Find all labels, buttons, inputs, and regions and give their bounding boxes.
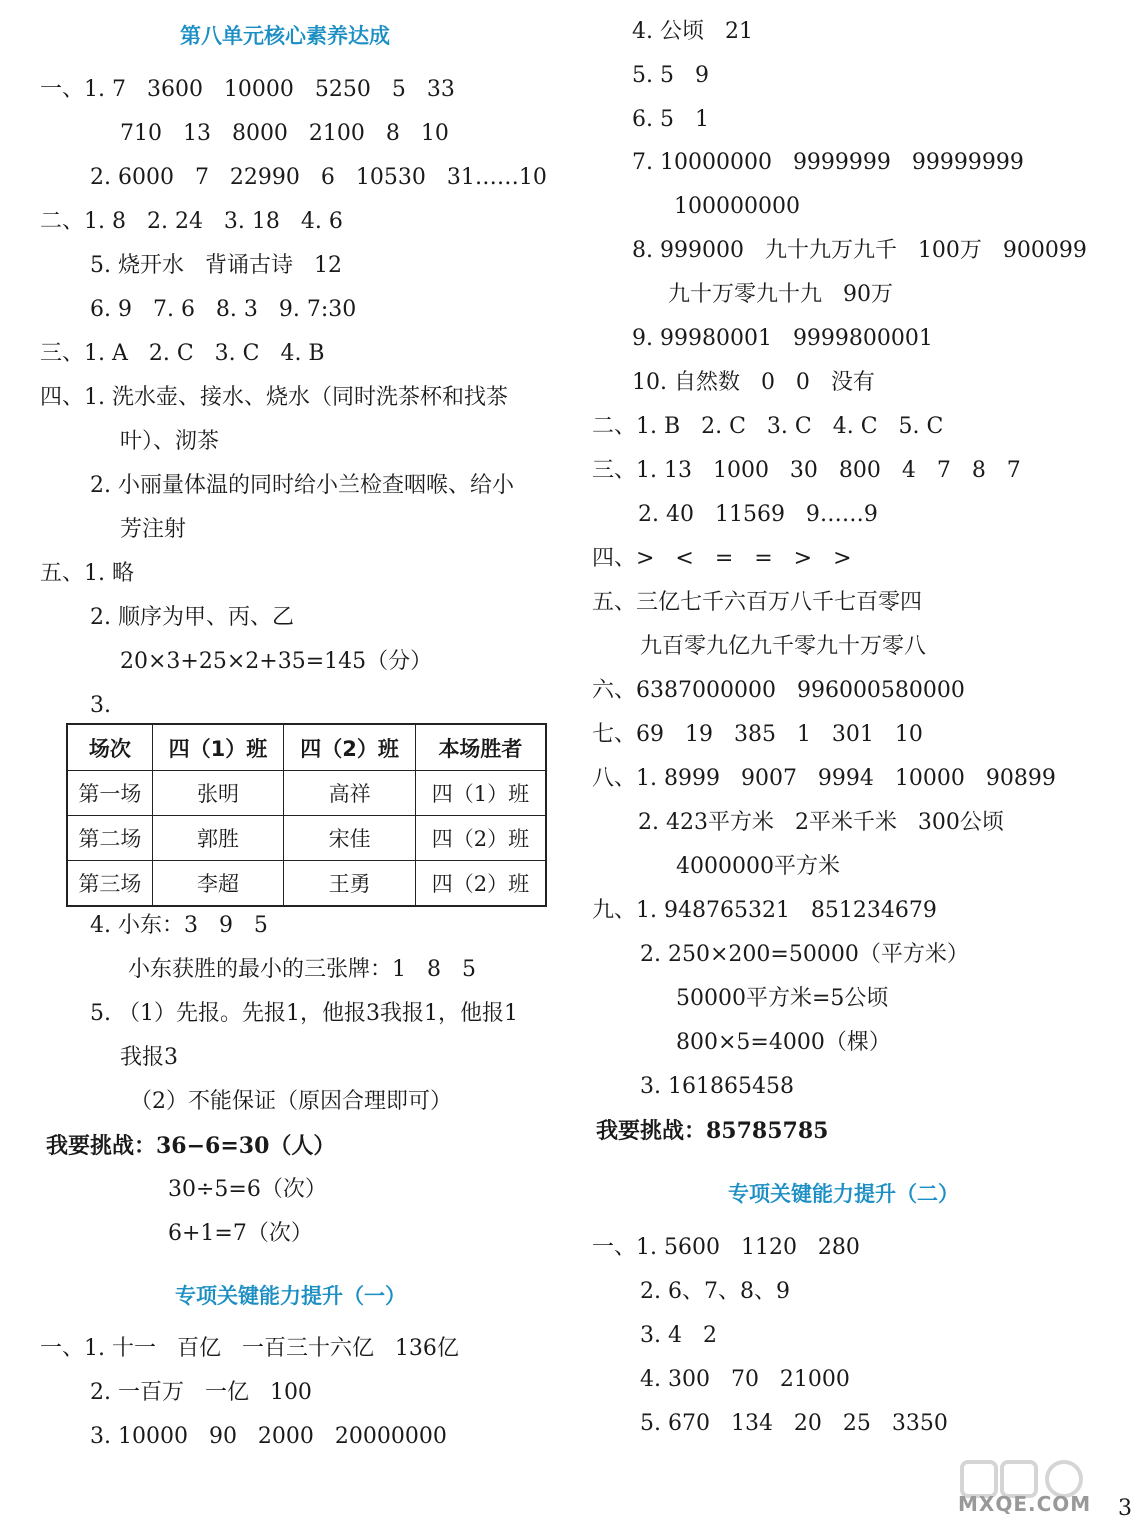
answer-line: 5. 670 134 20 25 3350 — [640, 1411, 948, 1436]
answer-line: 四、1. 洗水壶、接水、烧水（同时洗茶杯和找茶 — [40, 385, 508, 410]
answer-line: 2. 顺序为甲、丙、乙 — [90, 605, 294, 630]
answer-line: 6. 5 1 — [632, 107, 709, 132]
challenge-line: 我要挑战：85785785 — [596, 1118, 829, 1144]
page-number: 3 — [1118, 1496, 1132, 1521]
answer-line: 710 13 8000 2100 8 10 — [120, 121, 449, 146]
table-cell: 第三场 — [67, 861, 152, 907]
answer-line: 七、69 19 385 1 301 10 — [592, 722, 923, 747]
answer-line: 5. 5 9 — [632, 63, 709, 88]
answer-line: 一、1. 十一 百亿 一百三十六亿 136亿 — [40, 1336, 459, 1361]
answer-line: 八、1. 8999 9007 9994 10000 90899 — [592, 766, 1056, 791]
answer-line: 5. 烧开水 背诵古诗 12 — [90, 253, 342, 278]
answer-line: 四、> < = = > > — [592, 546, 852, 571]
answer-line: 2. 6000 7 22990 6 10530 31……10 — [90, 165, 547, 190]
answer-line: 小东获胜的最小的三张牌：1 8 5 — [128, 957, 476, 982]
answer-line: 3. 161865458 — [640, 1074, 794, 1099]
table-row — [67, 816, 546, 861]
table-cell: 第二场 — [67, 816, 152, 861]
answer-line: 4. 300 70 21000 — [640, 1367, 850, 1392]
table-cell: 郭胜 — [152, 816, 284, 861]
table-cell: 王勇 — [284, 861, 416, 907]
table-header-cell: 四（1）班 — [152, 724, 284, 771]
table-cell: 四（1）班 — [415, 771, 546, 816]
table-cell: 李超 — [152, 861, 284, 907]
answer-line: 2. 250×200=50000（平方米） — [640, 942, 969, 967]
answer-line: 一、1. 7 3600 10000 5250 5 33 — [40, 77, 455, 102]
table-header-cell: 场次 — [67, 724, 152, 771]
answer-line: 2. 423平方米 2平米千米 300公顷 — [638, 810, 1004, 835]
table-cell: 张明 — [152, 771, 284, 816]
answer-line: 10. 自然数 0 0 没有 — [632, 370, 875, 395]
match-result-table — [66, 723, 547, 907]
table-header-row — [67, 724, 546, 771]
answer-line: 4. 小东：3 9 5 — [90, 913, 268, 938]
table-cell: 第一场 — [67, 771, 152, 816]
answer-line: 8. 999000 九十九万九千 100万 900099 — [632, 238, 1087, 263]
table-cell: 宋佳 — [284, 816, 416, 861]
answer-line: 2. 6、7、8、9 — [640, 1279, 790, 1304]
answer-line: 2. 小丽量体温的同时给小兰检查咽喉、给小 — [90, 473, 514, 498]
answer-line: 50000平方米=5公顷 — [676, 986, 889, 1011]
answer-line: 二、1. B 2. C 3. C 4. C 5. C — [592, 414, 944, 439]
answer-line: 4. 公顷 21 — [632, 19, 753, 44]
answer-line: 九十万零九十九 90万 — [668, 282, 893, 307]
section-title-special-1: 专项关键能力提升（一） — [175, 1284, 406, 1308]
section-title-unit8: 第八单元核心素养达成 — [180, 24, 390, 48]
answer-line: 九、1. 948765321 851234679 — [592, 898, 937, 923]
answer-line: 五、1. 略 — [40, 561, 134, 586]
answer-line: 5. （1）先报。先报1，他报3我报1，他报1 — [90, 1001, 518, 1026]
watermark-text: MXQE.COM — [958, 1492, 1092, 1516]
table-header-cell: 四（2）班 — [284, 724, 416, 771]
answer-line: 3. 4 2 — [640, 1323, 717, 1348]
answer-line: 3. — [90, 693, 111, 718]
answer-line: 三、1. 13 1000 30 800 4 7 8 7 — [592, 458, 1021, 483]
table-cell: 四（2）班 — [415, 861, 546, 907]
answer-line: 6+1=7（次） — [168, 1221, 313, 1246]
table-cell: 四（2）班 — [415, 816, 546, 861]
answer-line: 叶）、沏茶 — [120, 429, 220, 454]
answer-line: 二、1. 8 2. 24 3. 18 4. 6 — [40, 209, 343, 234]
answer-line: 800×5=4000（棵） — [676, 1030, 891, 1055]
table-row — [67, 771, 546, 816]
answer-line: 我报3 — [120, 1045, 178, 1070]
answer-line: 100000000 — [674, 194, 800, 219]
answer-line: 30÷5=6（次） — [168, 1177, 327, 1202]
answer-line: 9. 99980001 9999800001 — [632, 326, 933, 351]
challenge-line: 我要挑战：36−6=30（人） — [46, 1133, 336, 1159]
answer-line: 2. 40 11569 9……9 — [638, 502, 878, 527]
answer-line: 六、6387000000 996000580000 — [592, 678, 965, 703]
answer-line: （2）不能保证（原因合理即可） — [130, 1089, 452, 1114]
answer-line: 3. 10000 90 2000 20000000 — [90, 1424, 447, 1449]
answer-line: 4000000平方米 — [676, 854, 840, 879]
answer-line: 芳注射 — [120, 517, 187, 542]
table-row — [67, 861, 546, 907]
answer-line: 20×3+25×2+35=145（分） — [120, 649, 433, 674]
answer-line: 九百零九亿九千零九十万零八 — [640, 634, 927, 659]
table-header-cell: 本场胜者 — [415, 724, 546, 771]
answer-line: 7. 10000000 9999999 99999999 — [632, 150, 1024, 175]
answer-line: 2. 一百万 一亿 100 — [90, 1380, 312, 1405]
section-title-special-2: 专项关键能力提升（二） — [728, 1182, 959, 1206]
answer-line: 三、1. A 2. C 3. C 4. B — [40, 341, 325, 366]
answer-line: 6. 9 7. 6 8. 3 9. 7:30 — [90, 297, 357, 322]
answer-line: 一、1. 5600 1120 280 — [592, 1235, 860, 1260]
answer-line: 五、三亿七千六百万八千七百零四 — [592, 590, 923, 615]
table-cell: 高祥 — [284, 771, 416, 816]
